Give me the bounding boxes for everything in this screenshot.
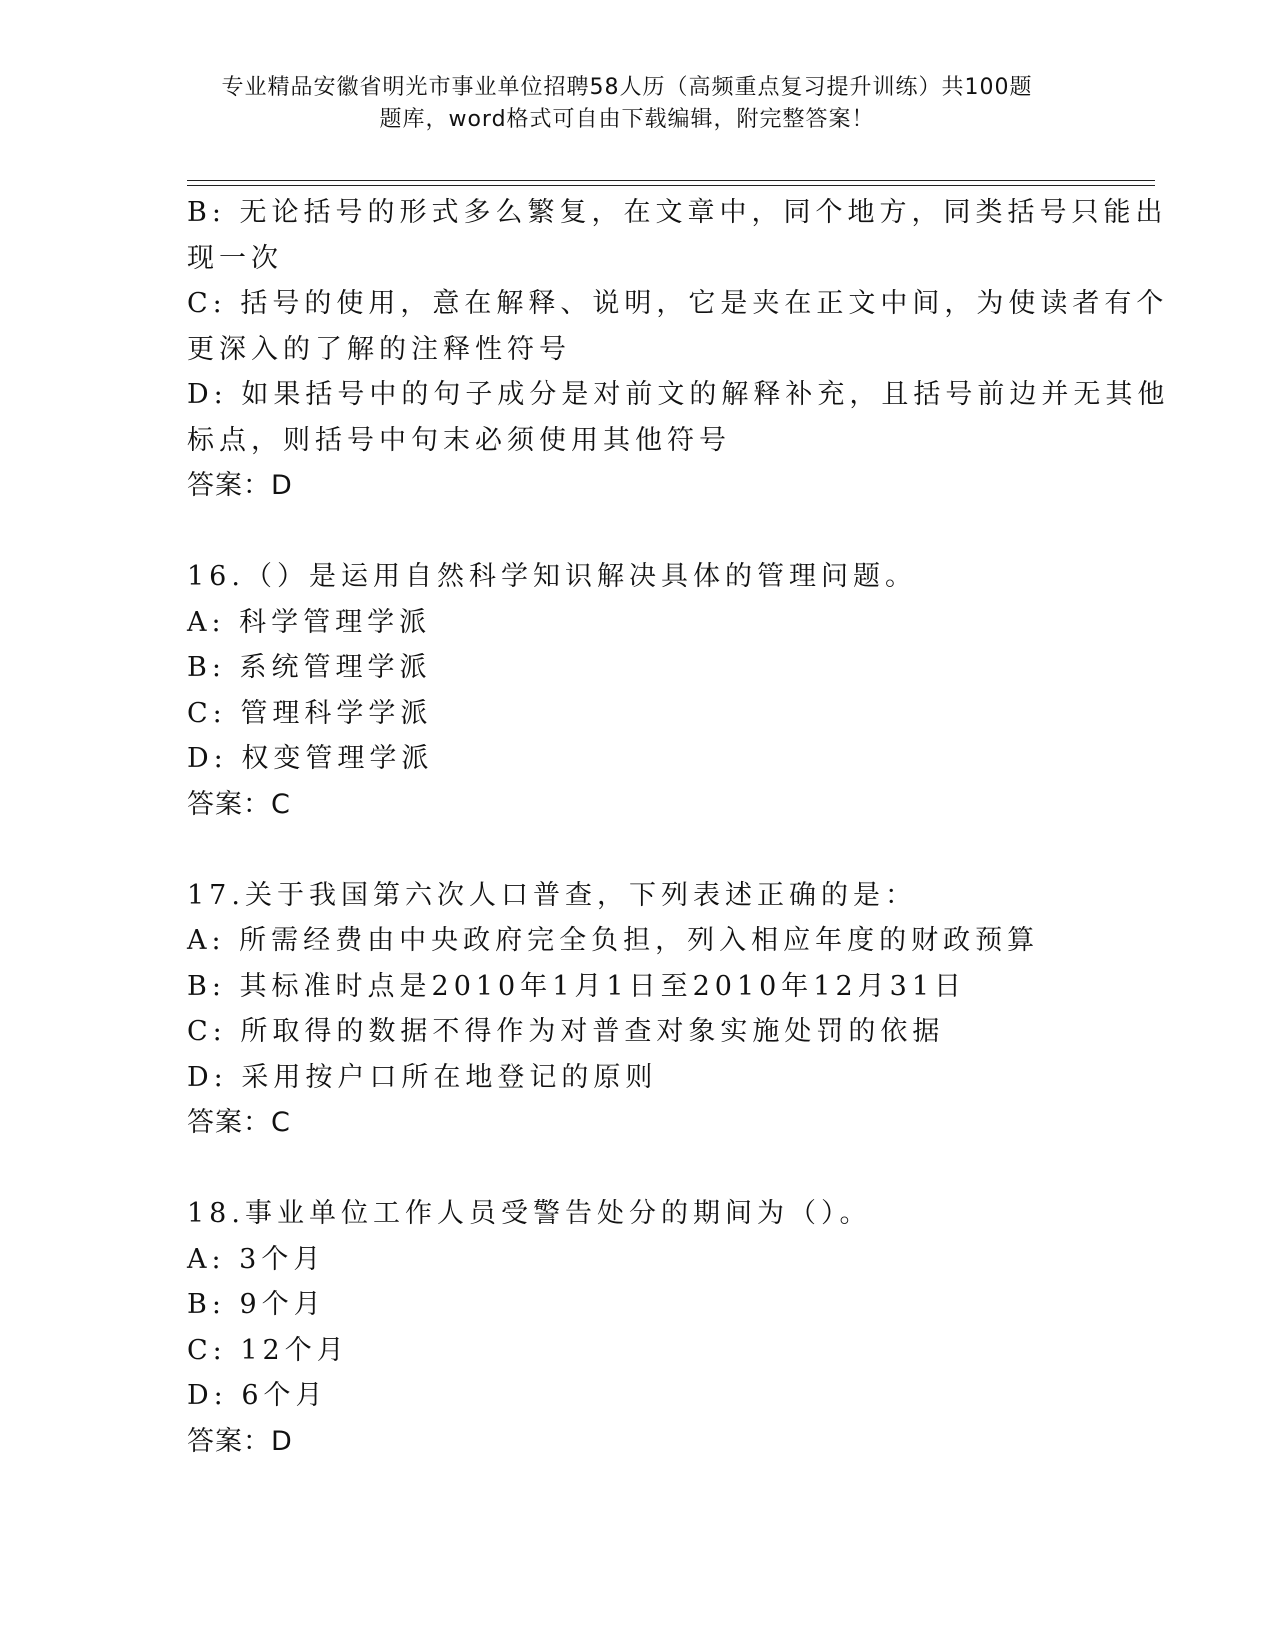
question-stem: 18.事业单位工作人员受警告处分的期间为（）。	[187, 1198, 872, 1229]
spacer	[187, 509, 1087, 555]
option-d-line-2: 标点，则括号中句末必须使用其他符号	[187, 424, 731, 456]
question-18	[187, 1191, 1087, 1464]
spacer	[187, 827, 1087, 873]
option-a: A: 3个月	[187, 1243, 326, 1275]
answer-line: 答案：C	[187, 1107, 291, 1138]
document-body	[187, 190, 1170, 1464]
answer-line: 答案：D	[187, 1425, 293, 1457]
option-b-line-2: 现一次	[187, 242, 283, 274]
document-header	[187, 72, 1067, 136]
question-16	[187, 554, 1087, 827]
option-c: C: 12个月	[187, 1334, 349, 1366]
question-17	[187, 873, 1087, 1146]
option-c: C: 管理科学学派	[187, 697, 433, 729]
option-c-line-2: 更深入的了解的注释性符号	[187, 333, 571, 365]
option-b: B: 9个月	[187, 1289, 326, 1320]
option-d: D: 权变管理学派	[187, 743, 434, 774]
option-b: B: 系统管理学派	[187, 652, 432, 683]
option-b-line-1: B: 无论括号的形式多么繁复，在文章中，同个地方，同类括号只能出	[187, 197, 1168, 228]
option-c-line-1: C: 括号的使用，意在解释、说明，它是夹在正文中间，为使读者有个	[187, 288, 1169, 319]
option-d: D: 采用按户口所在地登记的原则	[187, 1061, 658, 1093]
answer-line: 答案：C	[187, 788, 291, 820]
option-a: A: 所需经费由中央政府完全负担，列入相应年度的财政预算	[187, 925, 1040, 956]
header-rule-bottom	[187, 185, 1155, 186]
header-title-line-2: 题库，word格式可自由下载编辑，附完整答案！	[379, 107, 875, 132]
question-stem: 16.（）是运用自然科学知识解决具体的管理问题。	[187, 561, 917, 592]
option-c: C: 所取得的数据不得作为对普查对象实施处罚的依据	[187, 1016, 945, 1047]
option-d-line-1: D: 如果括号中的句子成分是对前文的解释补充，且括号前边并无其他	[187, 379, 1170, 410]
option-b: B: 其标准时点是2010年1月1日至2010年12月31日	[187, 970, 967, 1002]
question-15-continuation	[187, 190, 1170, 509]
header-rule-top	[187, 180, 1155, 181]
option-a: A: 科学管理学派	[187, 606, 432, 638]
header-title-line-1: 专业精品安徽省明光市事业单位招聘58人历（高频重点复习提升训练）共100题	[221, 75, 1033, 100]
question-stem: 17.关于我国第六次人口普查，下列表述正确的是：	[187, 879, 917, 911]
option-d: D: 6个月	[187, 1380, 328, 1411]
answer-line: 答案：D	[187, 470, 293, 501]
spacer	[187, 1146, 1087, 1192]
